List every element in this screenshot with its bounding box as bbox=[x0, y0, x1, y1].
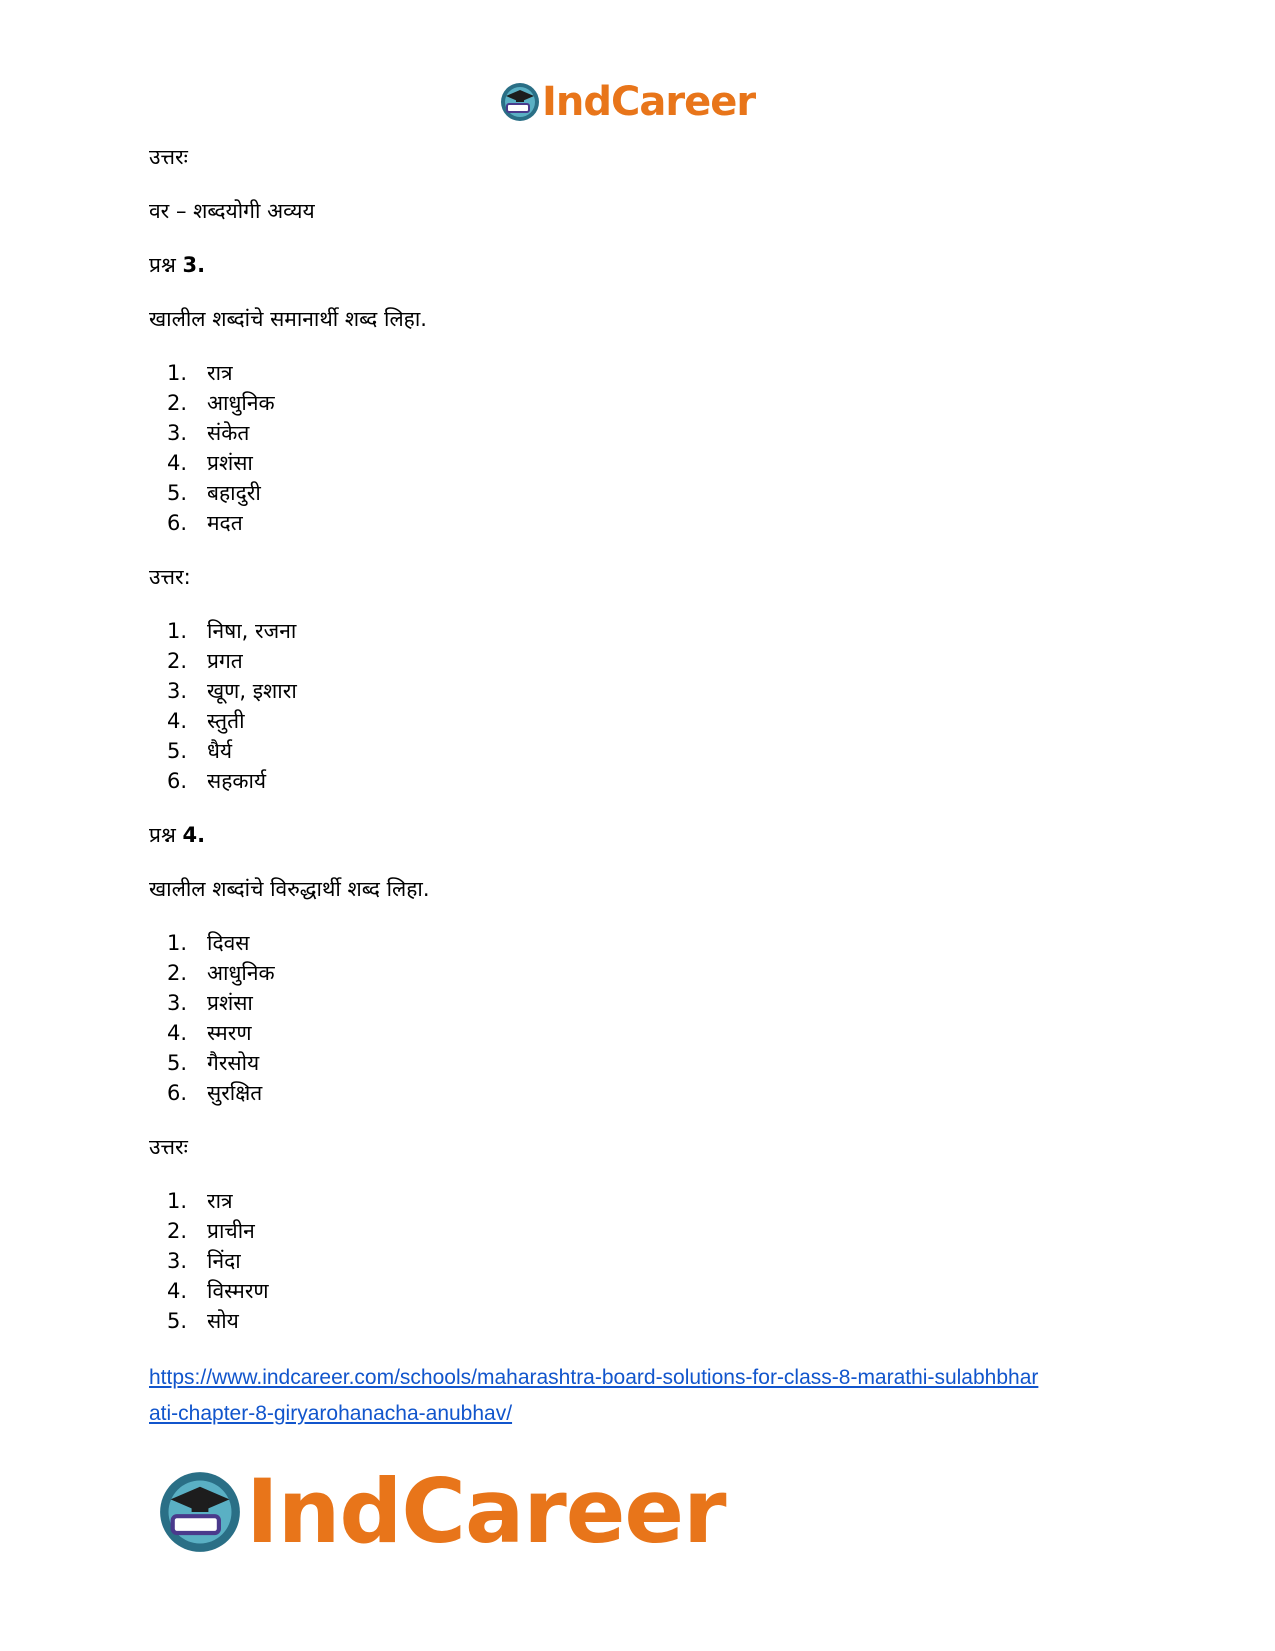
answer-label: उत्तर: bbox=[149, 565, 191, 589]
list-item: 3. प्रशंसा bbox=[166, 991, 253, 1015]
list-item: 3. खूण, इशारा bbox=[166, 679, 297, 703]
list-item: 5. बहादुरी bbox=[166, 481, 261, 505]
list-item: 2. प्राचीन bbox=[166, 1219, 255, 1243]
question-list bbox=[149, 358, 1129, 538]
question-heading bbox=[149, 250, 1129, 280]
list-item: 4. स्मरण bbox=[166, 1021, 252, 1045]
question-heading bbox=[149, 820, 1129, 850]
indcareer-logo-top bbox=[500, 78, 755, 126]
source-link-line-2[interactable]: ati-chapter-8-giryarohanacha-anubhav/ bbox=[149, 1402, 513, 1425]
answer-list bbox=[149, 1186, 1129, 1336]
indcareer-logo-bottom bbox=[158, 1462, 726, 1562]
graduation-book-icon bbox=[158, 1470, 242, 1554]
question-text: खालील शब्दांचे समानार्थी शब्द लिहा. bbox=[149, 307, 427, 331]
list-item: 3. संकेत bbox=[166, 421, 250, 445]
answer-label: उत्तरः bbox=[149, 145, 188, 169]
question-text: खालील शब्दांचे विरुद्धार्थी शब्द लिहा. bbox=[149, 877, 430, 901]
list-item: 1. निषा, रजना bbox=[166, 619, 297, 643]
question-prefix: प्रश्न bbox=[149, 823, 176, 847]
list-item: 6. मदत bbox=[166, 511, 243, 535]
list-item: 2. प्रगत bbox=[166, 649, 243, 673]
source-link[interactable] bbox=[149, 1360, 1129, 1432]
graduation-book-icon bbox=[500, 82, 540, 122]
document-body bbox=[149, 142, 1129, 1432]
list-item: 1. दिवस bbox=[166, 931, 250, 955]
list-item: 3. निंदा bbox=[166, 1249, 241, 1273]
answer-label: उत्तरः bbox=[149, 1135, 188, 1159]
answer-text: वर – शब्दयोगी अव्यय bbox=[149, 199, 315, 223]
list-item: 4. स्तुती bbox=[166, 709, 245, 733]
list-item: 6. सहकार्य bbox=[166, 769, 267, 793]
answer-list bbox=[149, 616, 1129, 796]
list-item: 2. आधुनिक bbox=[166, 391, 275, 415]
list-item: 6. सुरक्षित bbox=[166, 1081, 263, 1105]
list-item: 4. विस्मरण bbox=[166, 1279, 269, 1303]
question-number: 4. bbox=[182, 823, 206, 847]
list-item: 2. आधुनिक bbox=[166, 961, 275, 985]
logo-wordmark: IndCareer bbox=[246, 1460, 726, 1563]
list-item: 1. रात्र bbox=[166, 361, 233, 385]
list-item: 5. धैर्य bbox=[166, 739, 233, 763]
list-item: 4. प्रशंसा bbox=[166, 451, 253, 475]
question-prefix: प्रश्न bbox=[149, 253, 176, 277]
question-list bbox=[149, 928, 1129, 1108]
list-item: 5. सोय bbox=[166, 1309, 239, 1333]
question-number: 3. bbox=[182, 253, 206, 277]
list-item: 1. रात्र bbox=[166, 1189, 233, 1213]
logo-wordmark: IndCareer bbox=[542, 79, 756, 125]
list-item: 5. गैरसोय bbox=[166, 1051, 260, 1075]
source-link-line-1[interactable]: https://www.indcareer.com/schools/maharashtra-board-solutions-for-class-8-marathi-sulabhbhar bbox=[149, 1366, 1039, 1389]
